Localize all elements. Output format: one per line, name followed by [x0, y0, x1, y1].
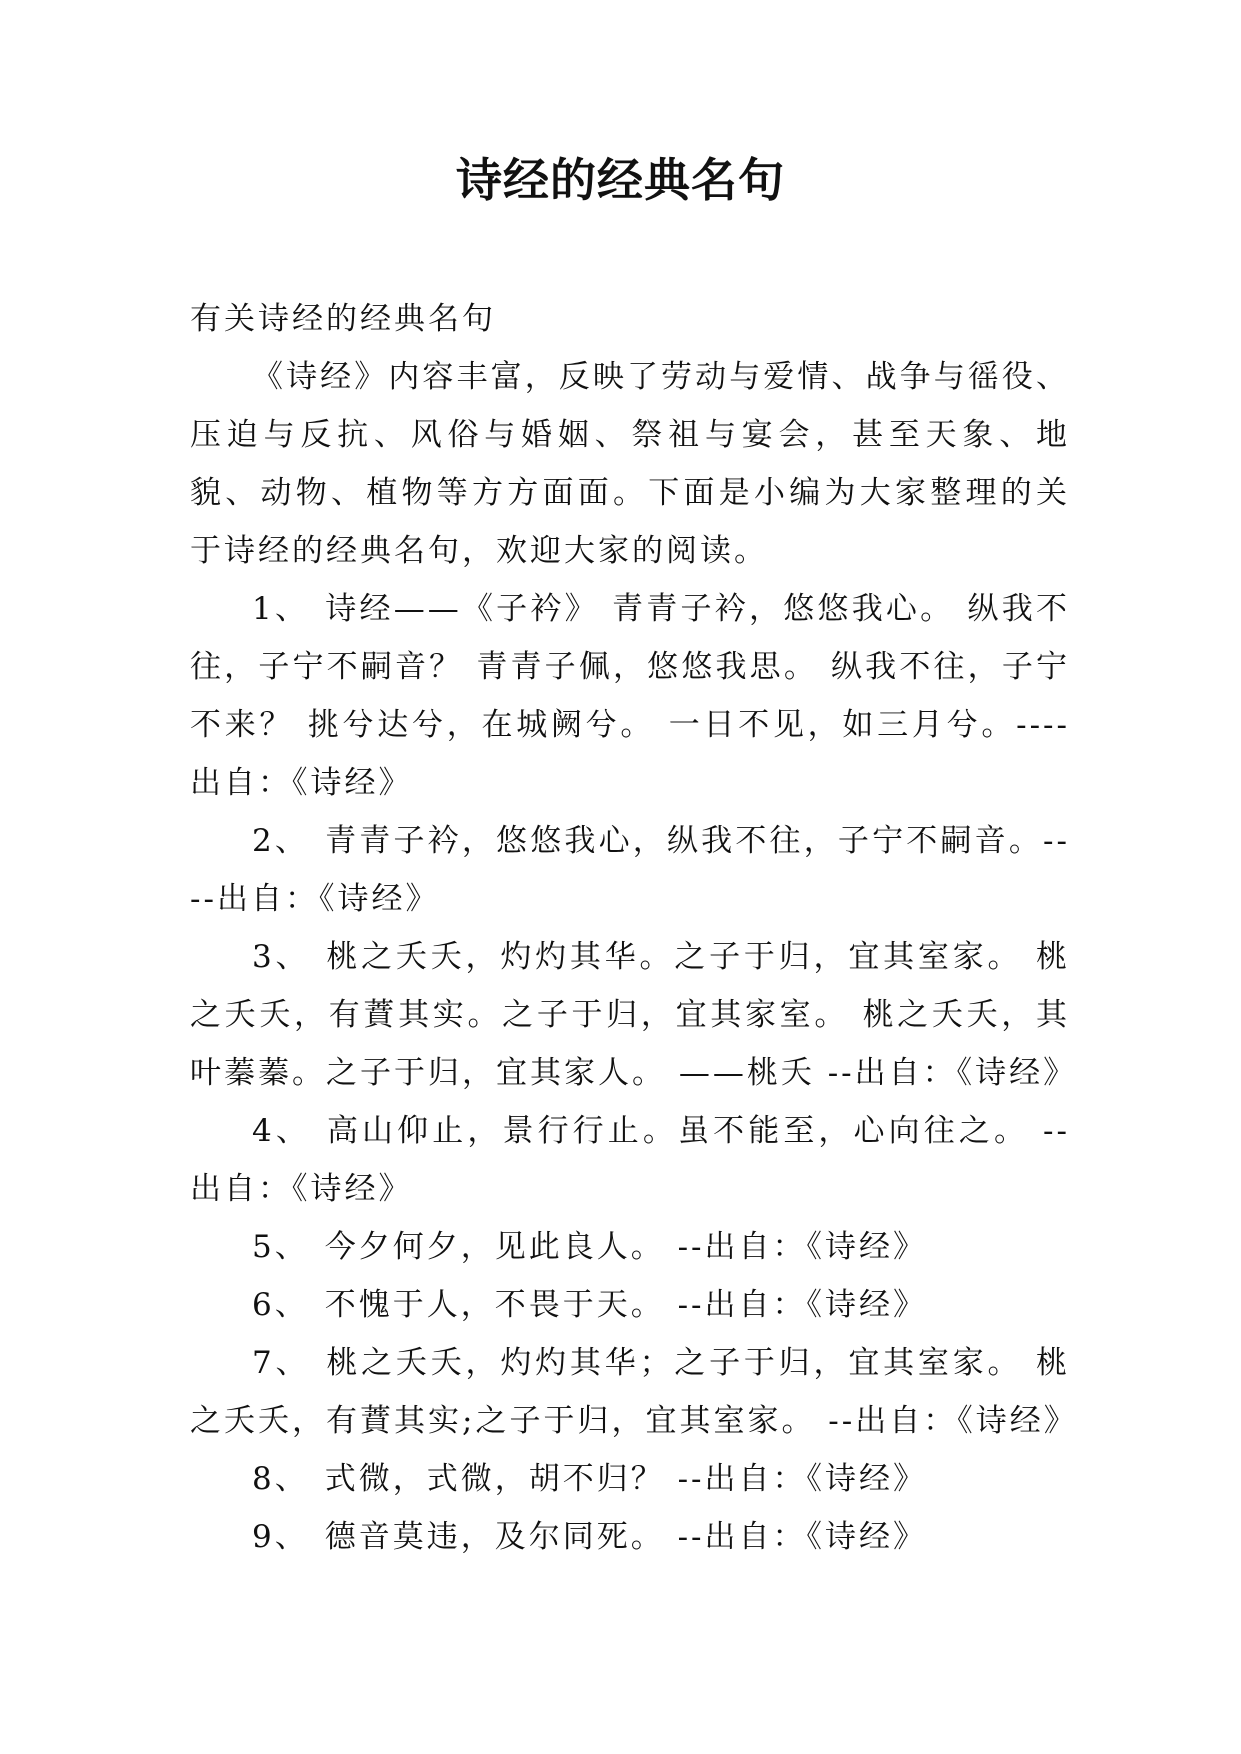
quote-text: 诗经——《子衿》 青青子衿，悠悠我心。 纵我不往，子宁不嗣音？ 青青子佩，悠悠我思。 纵我不往，子宁不来？ 挑兮达兮，在城阙兮。 一日不见，如三月兮。----出自：《诗经》 [190, 591, 1070, 801]
quote-item [190, 580, 1070, 812]
document-body [190, 290, 1078, 1566]
page-title: 诗经的经典名句 [456, 153, 785, 207]
quote-item [190, 1102, 1070, 1218]
quote-text: 高山仰止，景行行止。虽不能至，心向往之。 --出自：《诗经》 [190, 1113, 1070, 1207]
quote-text: 不愧于人，不畏于天。 --出自：《诗经》 [324, 1287, 928, 1323]
quote-text: 式微，式微，胡不归？ --出自：《诗经》 [324, 1461, 928, 1497]
quote-text: 桃之夭夭，灼灼其华；之子于归，宜其室家。 桃之夭夭，有蕡其实;之子于归，宜其室家。 --出自：《诗经》 [190, 1345, 1078, 1439]
quote-item [190, 928, 1078, 1102]
quote-item [190, 1334, 1078, 1450]
quote-item [190, 812, 1070, 928]
quote-number: 7、 [252, 1345, 311, 1381]
quote-item [190, 1508, 1070, 1566]
quote-text: 德音莫违，及尔同死。 --出自：《诗经》 [324, 1519, 928, 1555]
quote-item [190, 1450, 1070, 1508]
quote-number: 3、 [252, 939, 311, 975]
quote-item [190, 1218, 1070, 1276]
quote-text: 桃之夭夭，灼灼其华。之子于归，宜其室家。 桃之夭夭，有蕡其实。之子于归，宜其家室。 桃之夭夭，其叶蓁蓁。之子于归，宜其家人。 ——桃夭 --出自：《诗经》 [190, 939, 1078, 1091]
quote-item [190, 1276, 1070, 1334]
subtitle: 有关诗经的经典名句 [190, 301, 496, 337]
quote-number: 8、 [252, 1461, 309, 1497]
quote-number: 9、 [252, 1519, 309, 1555]
quote-number: 5、 [252, 1229, 309, 1265]
quote-number: 6、 [252, 1287, 309, 1323]
quote-number: 4、 [252, 1113, 311, 1149]
quote-number: 1、 [252, 591, 310, 627]
quote-text: 今夕何夕，见此良人。 --出自：《诗经》 [324, 1229, 928, 1265]
quote-text: 青青子衿，悠悠我心，纵我不往，子宁不嗣音。----出自：《诗经》 [190, 823, 1070, 917]
intro-paragraph: 《诗经》内容丰富，反映了劳动与爱情、战争与徭役、压迫与反抗、风俗与婚姻、祭祖与宴会，甚至天象、地貌、动物、植物等方方面面。下面是小编为大家整理的关于诗经的经典名句，欢迎大家的阅读。 [190, 359, 1070, 569]
quote-number: 2、 [252, 823, 310, 859]
